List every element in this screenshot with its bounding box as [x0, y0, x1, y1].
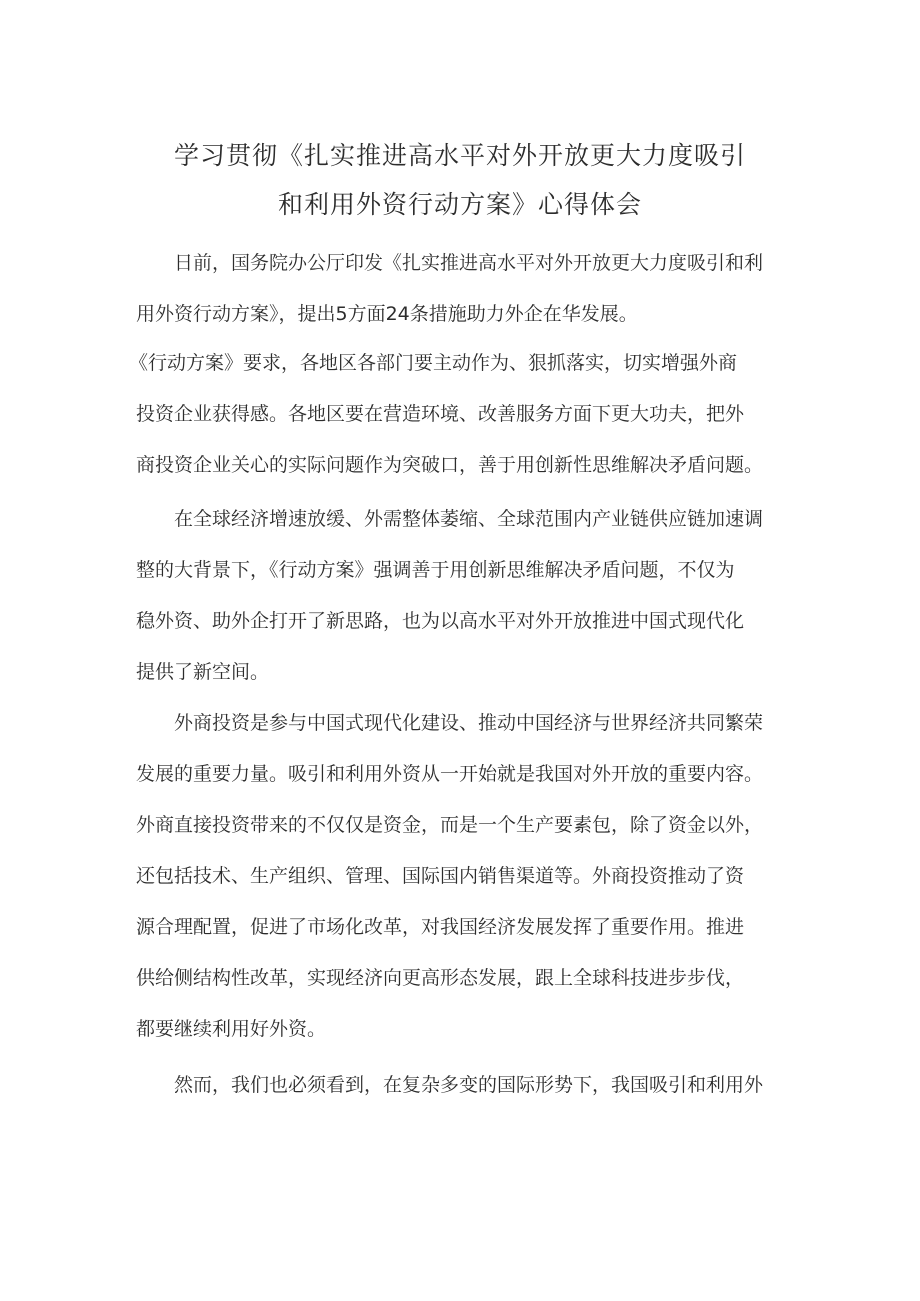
paragraph-line: 提供了新空间。 [136, 661, 270, 683]
paragraph-line: 商投资企业关心的实际问题作为突破口，善于用创新性思维解决矛盾问题。 [136, 454, 764, 476]
paragraph-line: 供给侧结构性改革，实现经济向更高形态发展，跟上全球科技进步步伐， [136, 967, 745, 989]
paragraph-line: 用外资行动方案》，提出5方面24条措施助力外企在华发展。 [136, 303, 638, 325]
paragraph-line: 发展的重要力量。吸引和利用外资从一开始就是我国对外开放的重要内容。 [136, 763, 764, 785]
paragraph-2 [129, 338, 796, 491]
paragraph-line: 投资企业获得感。各地区要在营造环境、改善服务方面下更大功夫，把外 [136, 403, 745, 425]
paragraph-line: 源合理配置，促进了市场化改革，对我国经济发展发挥了重要作用。推进 [136, 916, 745, 938]
paragraph-line: 还包括技术、生产组织、管理、国际国内销售渠道等。外商投资推动了资 [136, 865, 745, 887]
paragraph-line: 在全球经济增速放缓、外需整体萎缩、全球范围内产业链供应链加速调 [174, 508, 764, 530]
paragraph-line: 然而，我们也必须看到，在复杂多变的国际形势下，我国吸引和利用外 [174, 1074, 764, 1096]
paragraph-line: 整的大背景下，《行动方案》强调善于用创新思维解决矛盾问题，不仅为 [136, 559, 735, 581]
paragraph-4 [136, 698, 796, 1055]
paragraph-line: 外商投资是参与中国式现代化建设、推动中国经济与世界经济共同繁荣 [174, 712, 764, 734]
paragraph-line: 稳外资、助外企打开了新思路，也为以高水平对外开放推进中国式现代化 [136, 610, 745, 632]
paragraph-line: 《行动方案》要求，各地区各部门要主动作为、狠抓落实，切实增强外商 [129, 352, 738, 374]
paragraph-line: 日前，国务院办公厅印发《扎实推进高水平对外开放更大力度吸引和利 [174, 252, 764, 274]
paragraph-1 [136, 238, 796, 340]
paragraph-line: 外商直接投资带来的不仅仅是资金，而是一个生产要素包，除了资金以外， [136, 814, 764, 836]
document-title-line-1: 学习贯彻《扎实推进高水平对外开放更大力度吸引 [173, 141, 746, 170]
paragraph-5 [136, 1060, 796, 1111]
paragraph-line: 都要继续利用好外资。 [136, 1018, 327, 1040]
paragraph-3 [136, 494, 796, 698]
document-title-line-2: 和利用外资行动方案》心得体会 [277, 190, 642, 219]
